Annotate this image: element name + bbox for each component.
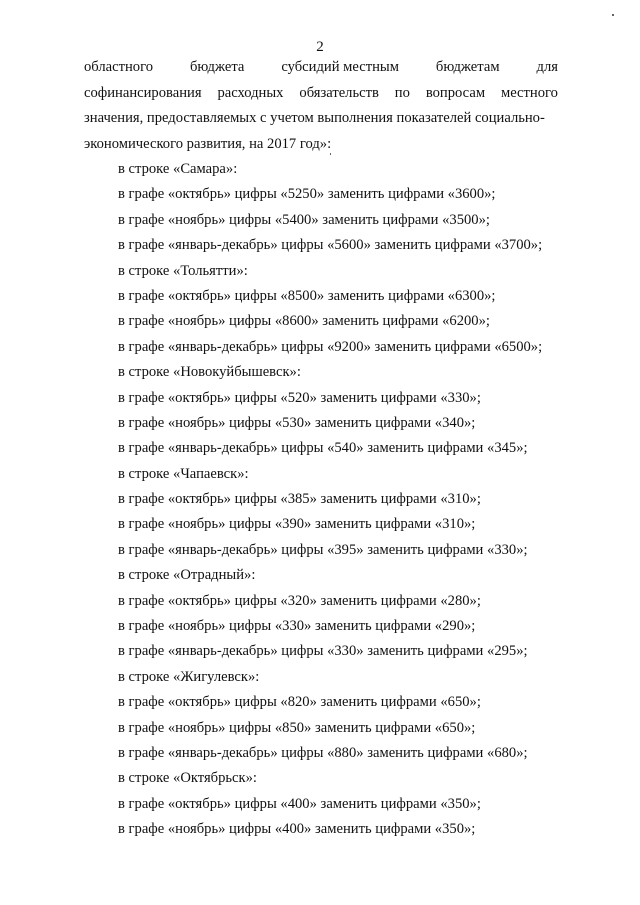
amendment-item: в графе «январь-декабрь» цифры «9200» заменить цифрами «6500»; — [118, 338, 543, 355]
amendment-item: в графе «январь-декабрь» цифры «330» заменить цифрами «295»; — [118, 643, 528, 660]
intro-paragraph — [84, 55, 558, 157]
row-heading: в строке «Самара»: — [118, 161, 238, 177]
amendment-item: в графе «январь-декабрь» цифры «395» заменить цифрами «330»; — [118, 541, 528, 558]
intro-word: софинансирования — [84, 84, 202, 101]
amendment-item: в графе «октябрь» цифры «8500» заменить цифрами «6300»; — [118, 287, 496, 304]
intro-word: областного — [84, 59, 153, 75]
intro-line-4: экономического развития, на 2017 год»: — [84, 135, 332, 152]
scan-speck — [612, 14, 614, 16]
amendment-item: в графе «октябрь» цифры «820» заменить цифрами «650»; — [118, 694, 481, 711]
intro-line-3: значения, предоставляемых с учетом выполнения показателей социально- — [84, 110, 545, 126]
amendment-item: в графе «октябрь» цифры «520» заменить цифрами «330»; — [118, 389, 481, 406]
amendment-item: в графе «ноябрь» цифры «400» заменить цифрами «350»; — [118, 821, 476, 838]
intro-word: бюджетам — [435, 59, 500, 75]
intro-word: местного — [500, 84, 558, 101]
intro-word: обязательств — [299, 84, 379, 101]
row-heading: в строке «Жигулевск»: — [118, 668, 260, 685]
row-heading: в строке «Новокуйбышевск»: — [118, 364, 301, 381]
amendment-item: в графе «январь-декабрь» цифры «540» заменить цифрами «345»; — [118, 440, 528, 457]
intro-word: вопросам — [425, 84, 486, 101]
amendment-item: в графе «ноябрь» цифры «850» заменить цифрами «650»; — [118, 719, 476, 736]
intro-word: для — [536, 59, 558, 75]
intro-line-2 — [84, 81, 558, 107]
amendment-item: в графе «январь-декабрь» цифры «5600» заменить цифрами «3700»; — [118, 237, 543, 254]
row-heading: в строке «Октябрьск»: — [118, 770, 257, 787]
amendment-item: в графе «октябрь» цифры «320» заменить цифрами «280»; — [118, 592, 481, 609]
amendment-item: в графе «октябрь» цифры «385» заменить цифрами «310»; — [118, 491, 481, 508]
intro-word: субсидий местным — [281, 59, 399, 75]
intro-word: по — [394, 84, 410, 101]
intro-word: бюджета — [189, 59, 245, 75]
amendment-list — [118, 157, 578, 843]
intro-word: расходных — [217, 84, 284, 101]
amendment-item: в графе «ноябрь» цифры «330» заменить цифрами «290»; — [118, 618, 476, 635]
amendment-item: в графе «ноябрь» цифры «530» заменить цифрами «340»; — [118, 414, 476, 431]
amendment-item: в графе «ноябрь» цифры «8600» заменить цифрами «6200»; — [118, 313, 490, 330]
amendment-item: в графе «ноябрь» цифры «390» заменить цифрами «310»; — [118, 516, 476, 533]
amendment-item: в графе «ноябрь» цифры «5400» заменить цифрами «3500»; — [118, 211, 490, 228]
row-heading: в строке «Чапаевск»: — [118, 465, 249, 482]
amendment-item: в графе «октябрь» цифры «5250» заменить цифрами «3600»; — [118, 186, 496, 203]
amendment-item: в графе «январь-декабрь» цифры «880» заменить цифрами «680»; — [118, 744, 528, 761]
amendment-item: в графе «октябрь» цифры «400» заменить цифрами «350»; — [118, 795, 481, 812]
intro-line-1 — [84, 55, 558, 81]
page-number: 2 — [316, 39, 324, 55]
row-heading: в строке «Тольятти»: — [118, 262, 248, 279]
scan-speck — [330, 153, 331, 155]
row-heading: в строке «Отрадный»: — [118, 567, 256, 584]
